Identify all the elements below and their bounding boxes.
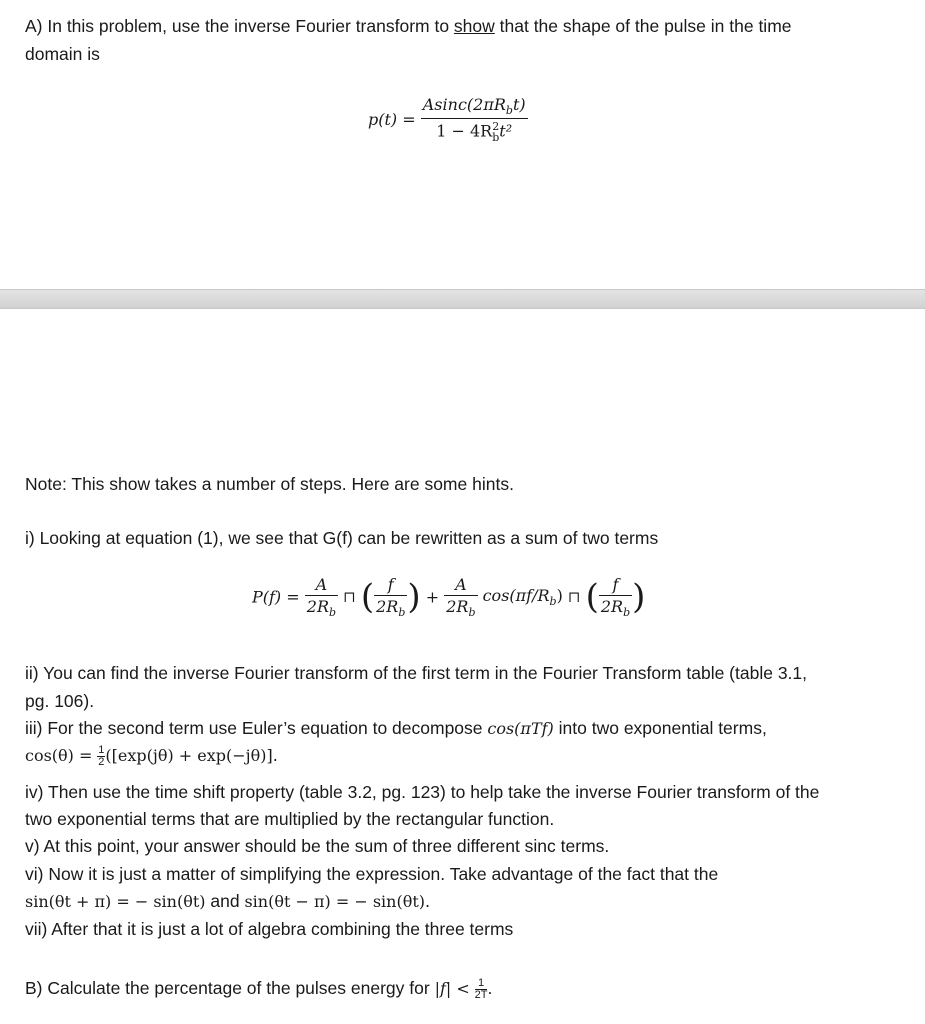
note-text: Note: This show takes a number of steps. Here are some hints.	[25, 474, 514, 494]
part-b-inequality: |f| <	[434, 979, 470, 998]
pf-coef-1: $\frac{A}{2R_b}$	[306, 575, 337, 620]
part-a-text-after: that the shape of the pulse in the time	[494, 16, 792, 36]
hint-vi-line2: sin(θt + π) = − sin(θt) and sin(θt − π) = − sin(θt).	[25, 891, 431, 911]
pf-lhs: P(f) =	[252, 587, 300, 607]
part-a-line1	[25, 13, 792, 40]
rect-symbol-1: ⊓	[343, 588, 356, 607]
pt-numerator: $Asinc(2\pi R_bt)$	[422, 95, 526, 118]
hint-iv-line1: iv) Then use the time shift property (table 3.2, pg. 123) to help take the inverse Fourier transform of the	[25, 782, 820, 802]
one-half-fraction: $\frac{1}{2}$	[98, 743, 105, 768]
plus-sign: +	[425, 587, 440, 607]
pt-lhs: p(t) =	[368, 109, 416, 129]
underlined-show: show	[453, 16, 495, 36]
section-divider	[0, 289, 925, 309]
hint-ii-line1: ii) You can find the inverse Fourier transform of the first term in the Fourier Transform table (table 3.1,	[25, 663, 808, 683]
pf-equation: P(f) = $\frac{A}{2R_b}$ ⊓ ( $\frac{f}{2R_b}$ ) + $\frac{A}{2R_b}$ $\cos(\pi f/R_b)$ ⊓ ( $\frac{f}{2R_b}$ )	[252, 575, 646, 620]
sin-identity-2: sin(θt − π) = − sin(θt).	[244, 892, 431, 911]
hint-vi-line1: vi) Now it is just a matter of simplifying the expression. Take advantage of the fact that the	[25, 864, 719, 884]
part-b-fraction: $\frac{1}{2T}$	[474, 976, 488, 1001]
pt-denominator: $1 - 4R^2_bt^2$	[436, 120, 513, 144]
euler-lhs: cos(θ) =	[25, 746, 93, 765]
hint-v: v) At this point, your answer should be the sum of three different sinc terms.	[25, 836, 610, 856]
hint-iv-line2: two exponential terms that are multiplied by the rectangular function.	[25, 809, 555, 829]
pf-coef-2: $\frac{A}{2R_b}$	[446, 575, 476, 620]
pt-fraction	[421, 95, 528, 144]
part-a-text: A) In this problem, use the inverse Fourier transform to	[25, 16, 454, 36]
euler-rhs: ([exp(jθ) + exp(−jθ)].	[105, 746, 278, 765]
part-b: B) Calculate the percentage of the pulses energy for |f| < $\frac{1}{2T}$ .	[25, 976, 493, 1001]
hint-iii-line2	[25, 742, 278, 769]
part-a-line2: domain is	[25, 44, 100, 64]
hint-vii: vii) After that it is just a lot of algebra combining the three terms	[25, 919, 514, 939]
hint-i: i) Looking at equation (1), we see that G(f) can be rewritten as a sum of two terms	[25, 528, 659, 548]
sin-identity-1: sin(θt + π) = − sin(θt)	[25, 892, 206, 911]
hint-iii-line1: iii) For the second term use Euler’s equation to decompose cos(πTf) into two exponential terms,	[25, 718, 767, 738]
pf-rect-arg-1: $\frac{f}{2R_b}$	[376, 575, 406, 620]
cos-pi-tf: cos(πTf)	[487, 719, 554, 738]
rect-symbol-2: ⊓	[567, 588, 581, 607]
pulse-equation	[368, 95, 528, 144]
hint-ii-line2: pg. 106).	[25, 691, 95, 711]
cos-term: $\cos(\pi f/R_b)$	[482, 586, 563, 609]
part-b-text: B) Calculate the percentage of the pulses energy for	[25, 978, 435, 998]
pf-rect-arg-2: $\frac{f}{2R_b}$	[600, 575, 631, 620]
